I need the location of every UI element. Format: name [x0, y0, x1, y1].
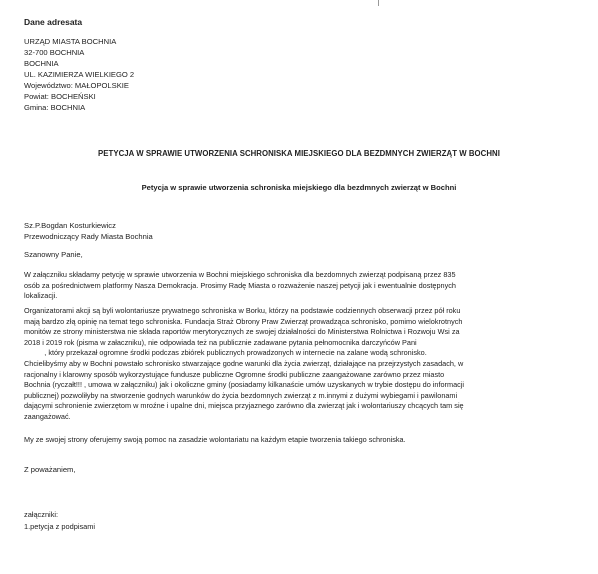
- paragraph-line: dającymi schronienie zwierzętom w mroźne i upalne dni, miejsca przyjaznego zarówno dla zwierząt jak i wolontariuszy chcących tam się: [24, 401, 464, 411]
- paragraph-line: My ze swojej strony oferujemy swoją pomoc na zasadzie wolontariatu na każdym etapie tworzenia takiego schroniska.: [24, 435, 406, 444]
- paragraph-line: osób za pośrednictwem platformy Nasza Demokracja. Prosimy Radę Miasta o rozważenie naszej petycji jak i ewentualnie dostępnych: [24, 280, 456, 290]
- address-line: Powiat: BOCHEŃSKI: [24, 92, 96, 101]
- paragraph-line: zaangażować.: [24, 411, 71, 421]
- recipient-role: Przewodniczący Rady Miasta Bochnia: [24, 231, 153, 241]
- attachments-label: załączniki:: [24, 510, 59, 519]
- attachment-item: 1.petycja z podpisami: [24, 522, 96, 531]
- addressee-heading: Dane adresata: [24, 17, 83, 27]
- address-line: 32-700 BOCHNIA: [24, 48, 85, 57]
- paragraph-line: 2018 i 2019 rok (pisma w załaczniku), nie odpowiada też na publicznie zadawane pytania pełnomocnika darczyńców Pani: [24, 337, 417, 347]
- address-line: UL. KAZIMIERZA WIELKIEGO 2: [24, 70, 135, 79]
- paragraph-line: Chcielibyśmy aby w Bochni powstało schronisko stwarzające godne warunki dla życia zwierząt, działające na przejrzystych zasadach, w: [24, 358, 464, 368]
- address-line: Gmina: BOCHNIA: [24, 103, 86, 112]
- scan-mark: [378, 0, 379, 6]
- recipient-block: [24, 221, 153, 242]
- paragraph-line: Bochnia (ryczałt!!! , umowa w załączniku) jak i okoliczne gminy (posiadamy kilkanaście umów uzyskanych w trybie dostępu do informacji: [24, 380, 465, 390]
- attachments-block: [24, 509, 95, 533]
- paragraph-intro: [24, 270, 572, 302]
- greeting: Szanowny Panie,: [24, 250, 83, 259]
- paragraph-line: Organizatorami akcji są byli wolontariusze prywatnego schroniska w Borku, którzy na podstawie codziennych obserwacji przez pół roku: [24, 306, 461, 315]
- paragraph-line: publicznej) pozwoliłyby na stworzenie godnych warunków do życia bezdomnych zwierząt z m.innymi z dużymi wybiegami i pawilonami: [24, 390, 458, 400]
- paragraph-offer: [24, 435, 572, 446]
- closing-salutation: Z poważaniem,: [24, 465, 76, 474]
- paragraph-line: lokalizacji.: [24, 291, 58, 301]
- paragraph-line: , który przekazał ogromne środki podczas zbiórek publicznych prowadzonych w internecie na zalane wodą schronisko.: [24, 348, 427, 358]
- petition-subtitle: Petycja w sprawie utworzenia schroniska miejskiego dla bezdmnych zwierząt w Bochni: [141, 183, 457, 192]
- address-line: URZĄD MIASTA BOCHNIA: [24, 37, 117, 46]
- address-line: Województwo: MAŁOPOLSKIE: [24, 81, 129, 90]
- recipient-name: Sz.P.Bogdan Kosturkiewicz: [24, 221, 116, 230]
- addressee-address: [24, 36, 134, 113]
- petition-title: PETYCJA W SPRAWIE UTWORZENIA SCHRONISKA MIEJSKIEGO DLA BEZDMNYCH ZWIERZĄT W BOCHNI: [98, 149, 500, 158]
- paragraph-line: mają bardzo złą opinię na temat tego schroniska. Fundacja Straż Obrony Praw Zwierząt prowadząca schronisko, pomimo wielokrotnych: [24, 316, 463, 326]
- address-line: BOCHNIA: [24, 59, 59, 68]
- paragraph-line: W załączniku składamy petycję w sprawie utworzenia w Bochni miejskiego schroniska dla bezdomnych zwierząt podpisaną przez 835: [24, 270, 456, 279]
- paragraph-organizers: [24, 306, 572, 423]
- paragraph-line: racjonalny i klarowny sposób wykorzystujące fundusze publiczne Ogromne środki publiczne zaangażowane zarówno przez miasto: [24, 369, 445, 379]
- paragraph-line: monitów ze strony ministerstwa nie składa raportów merytorycznych ze swojej działalności do Ministerstwa Rolnictwa i Rozwoju Wsi za: [24, 327, 460, 337]
